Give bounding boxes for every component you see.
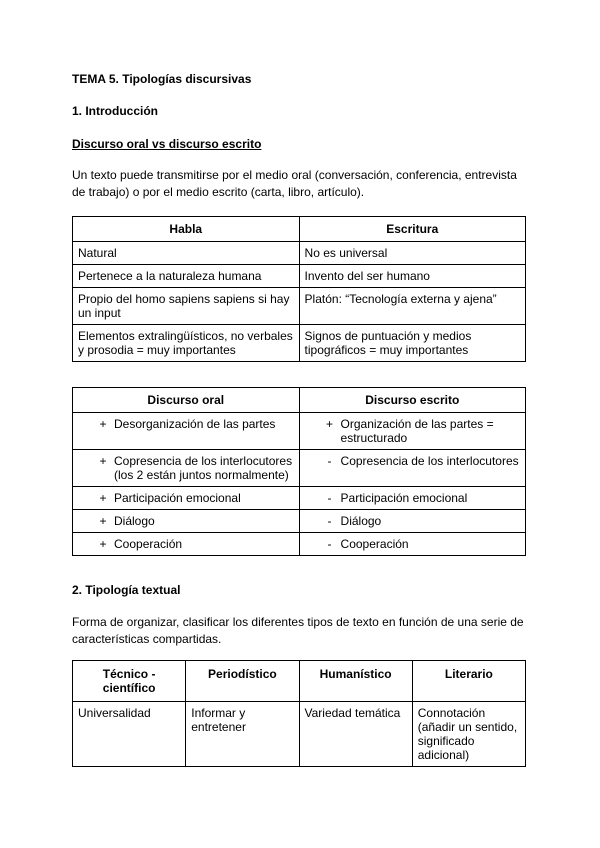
table-header: Escritura (299, 217, 525, 242)
table-header: Humanístico (299, 661, 412, 702)
minus-marker: - (327, 514, 332, 528)
tipologia-paragraph: Forma de organizar, clasificar los diferentes tipos de texto en función de una serie de características compartidas. (72, 615, 524, 646)
cell-text: Cooperación (114, 537, 183, 551)
cell-text: Desorganización de las partes (114, 417, 276, 431)
cell-text: Copresencia de los interlocutores (los 2 están juntos normalmente) (114, 454, 293, 482)
tipologia-table (72, 660, 526, 767)
plus-marker: + (99, 417, 107, 431)
table-header: Habla (73, 217, 300, 242)
minus-marker: - (327, 537, 332, 551)
plus-marker: + (99, 491, 107, 505)
table-cell: Variedad temática (299, 702, 412, 767)
table-row (73, 702, 526, 767)
plus-marker: + (326, 417, 334, 431)
table-cell: No es universal (299, 242, 525, 265)
table-cell (73, 510, 300, 533)
table-header: Discurso oral (73, 388, 300, 413)
table-row (73, 242, 526, 265)
minus-marker: - (327, 491, 332, 505)
table-cell: Propio del homo sapiens sapiens si hay un input (73, 288, 300, 325)
table-row (73, 510, 526, 533)
table-cell (73, 533, 300, 556)
plus-marker: + (99, 454, 107, 468)
table-cell: Pertenece a la naturaleza humana (73, 265, 300, 288)
discurso-table (72, 387, 526, 556)
cell-text: Organización de las partes = estructurado (340, 417, 494, 445)
table-cell (299, 533, 525, 556)
table-header: Discurso escrito (299, 388, 525, 413)
table-row (73, 487, 526, 510)
table-cell (299, 510, 525, 533)
table-row (73, 413, 526, 450)
table-cell: Universalidad (73, 702, 186, 767)
table-header: Literario (412, 661, 525, 702)
tema-heading: TEMA 5. Tipologías discursivas (72, 72, 252, 86)
table-cell (299, 450, 525, 487)
cell-text: Participación emocional (340, 491, 468, 505)
cell-text: Diálogo (340, 514, 382, 528)
table-cell: Elementos extralingüísticos, no verbales y prosodia = muy importantes (73, 325, 300, 362)
minus-marker: - (327, 454, 332, 468)
intro-heading: 1. Introducción (72, 104, 159, 118)
table-header: Periodístico (186, 661, 299, 702)
table-row (73, 288, 526, 325)
oral-escrito-subheading: Discurso oral vs discurso escrito (72, 137, 262, 151)
table-cell (299, 413, 525, 450)
table-cell: Invento del ser humano (299, 265, 525, 288)
table-cell (73, 450, 300, 487)
table-row (73, 533, 526, 556)
plus-marker: + (99, 514, 107, 528)
table-cell: Signos de puntuación y medios tipográficos = muy importantes (299, 325, 525, 362)
table-row (73, 265, 526, 288)
table-cell (299, 487, 525, 510)
cell-text: Diálogo (114, 514, 155, 528)
table-cell: Platón: “Tecnología externa y ajena” (299, 288, 525, 325)
intro-paragraph: Un texto puede transmitirse por el medio oral (conversación, conferencia, entrevista de trabajo) o por el medio escrito (carta, libro, artículo). (72, 168, 517, 199)
cell-text: Participación emocional (114, 491, 241, 505)
table-row (73, 450, 526, 487)
table-cell: Connotación (añadir un sentido, significado adicional) (412, 702, 525, 767)
table-cell: Natural (73, 242, 300, 265)
table-cell (73, 487, 300, 510)
cell-text: Cooperación (340, 537, 409, 551)
tipologia-heading: 2. Tipología textual (72, 583, 181, 597)
plus-marker: + (99, 537, 107, 551)
cell-text: Copresencia de los interlocutores (340, 454, 519, 468)
table-cell (73, 413, 300, 450)
habla-escritura-table (72, 216, 526, 362)
table-row (73, 325, 526, 362)
table-cell: Informar y entretener (186, 702, 299, 767)
table-header: Técnico - científico (73, 661, 186, 702)
